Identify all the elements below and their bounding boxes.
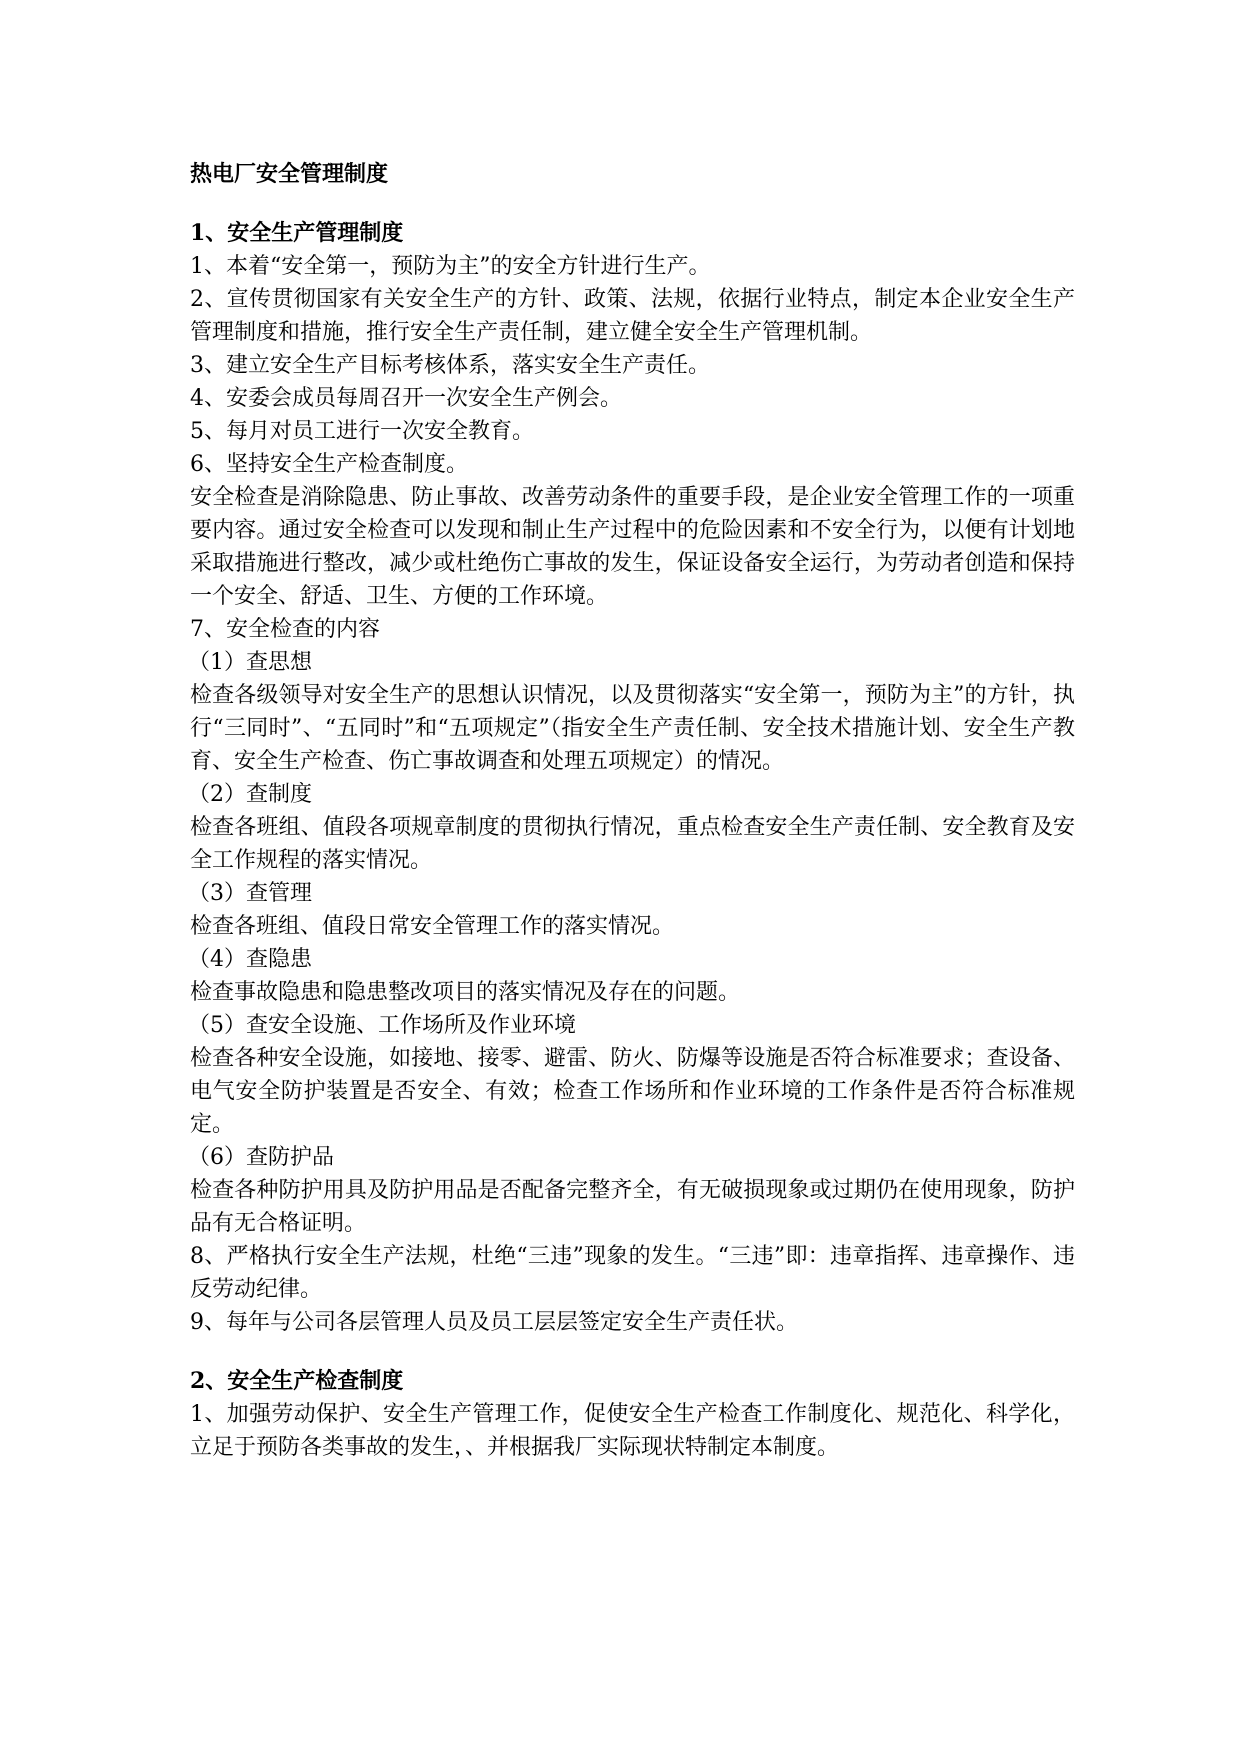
- section-safety-inspection: [190, 1365, 1075, 1464]
- section-safety-production-management: [190, 217, 1075, 1339]
- paragraph-6-body: 安全检查是消除隐患、防止事故、改善劳动条件的重要手段，是企业安全管理工作的一项重要内容。通过安全检查可以发现和制止生产过程中的危险因素和不安全行为，以便有计划地采取措施进行整改，减少或杜绝伤亡事故的发生，保证设备安全运行，为劳动者创造和保持一个安全、舒适、卫生、方便的工作环境。: [190, 485, 1075, 609]
- inspection-item-text: 检查各级领导对安全生产的思想认识情况，以及贯彻落实“安全第一，预防为主”的方针，执行“三同时”、“五同时”和“五项规定”（指安全生产责任制、安全技术措施计划、安全生产教育、安全生产检查、伤亡事故调查和处理五项规定）的情况。: [190, 683, 1075, 774]
- inspection-item-text: 检查各班组、值段各项规章制度的贯彻执行情况，重点检查安全生产责任制、安全教育及安全工作规程的落实情况。: [190, 815, 1075, 873]
- paragraph-1: 1、本着“安全第一，预防为主”的安全方针进行生产。: [190, 254, 711, 279]
- paragraph-1: 1、加强劳动保护、安全生产管理工作，促使安全生产检查工作制度化、规范化、科学化，立足于预防各类事故的发生，、并根据我厂实际现状特制定本制度。: [190, 1402, 1075, 1460]
- section-heading: 2、安全生产检查制度: [190, 1368, 404, 1394]
- paragraph-3: 3、建立安全生产目标考核体系，落实安全生产责任。: [190, 353, 710, 378]
- paragraph-5: 5、每月对员工进行一次安全教育。: [190, 419, 534, 444]
- section-heading: 1、安全生产管理制度: [190, 220, 404, 246]
- paragraph-9: 9、每年与公司各层管理人员及员工层层签定安全生产责任状。: [190, 1310, 798, 1335]
- document-title: 热电厂安全管理制度: [190, 161, 389, 187]
- document-page: [190, 150, 1075, 1464]
- inspection-item-label: （6）查防护品: [188, 1145, 334, 1170]
- paragraph-6: 6、坚持安全生产检查制度。: [190, 452, 468, 477]
- inspection-item-label: （4）查隐患: [188, 947, 312, 972]
- inspection-item-text: 检查各班组、值段日常安全管理工作的落实情况。: [190, 914, 675, 939]
- inspection-item-label: （1）查思想: [188, 650, 312, 675]
- paragraph-8: 8、严格执行安全生产法规，杜绝“三违”现象的发生。“三违”即：违章指挥、违章操作、违反劳动纪律。: [190, 1244, 1075, 1302]
- paragraph-4: 4、安委会成员每周召开一次安全生产例会。: [190, 386, 622, 411]
- paragraph-2: 2、宣传贯彻国家有关安全生产的方针、政策、法规，依据行业特点，制定本企业安全生产管理制度和措施，推行安全生产责任制，建立健全安全生产管理机制。: [190, 287, 1075, 345]
- inspection-item-label: （2）查制度: [188, 782, 312, 807]
- paragraph-7: 7、安全检查的内容: [190, 617, 380, 642]
- inspection-item-label: （5）查安全设施、工作场所及作业环境: [188, 1013, 576, 1038]
- inspection-item-label: （3）查管理: [188, 881, 312, 906]
- inspection-item-text: 检查各种安全设施，如接地、接零、避雷、防火、防爆等设施是否符合标准要求；查设备、电气安全防护装置是否安全、有效；检查工作场所和作业环境的工作条件是否符合标准规定。: [190, 1046, 1075, 1137]
- inspection-item-text: 检查事故隐患和隐患整改项目的落实情况及存在的问题。: [190, 980, 741, 1005]
- inspection-item-text: 检查各种防护用具及防护用品是否配备完整齐全，有无破损现象或过期仍在使用现象，防护品有无合格证明。: [190, 1178, 1075, 1236]
